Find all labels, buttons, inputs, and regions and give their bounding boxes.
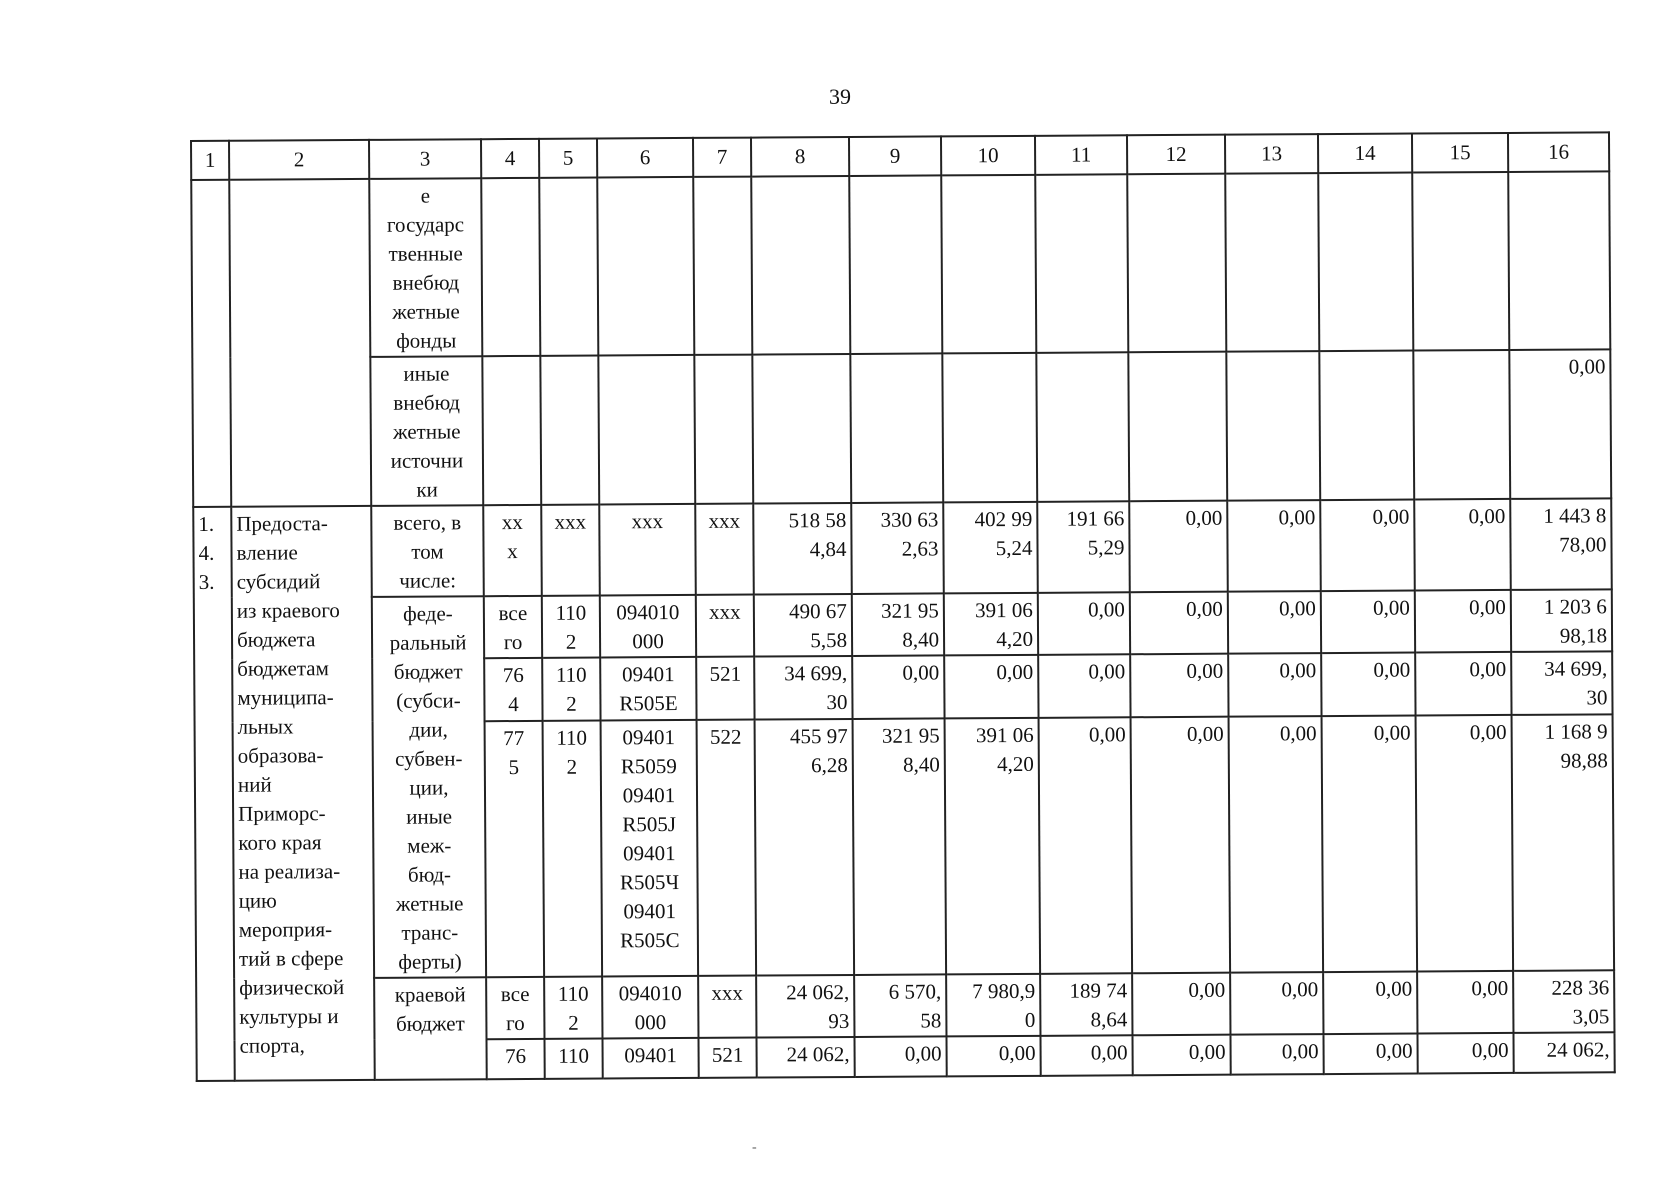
value-cell: 0,00 [944,655,1038,718]
code-cell: 110 2 [542,658,600,721]
source-label: феде- ральный бюджет (субси- дии, субвен- ции, иные меж- бюд- жетные транс- ферты) [372,596,486,978]
value-cell: 24 062, 93 [756,975,854,1038]
table-cell [229,179,371,507]
table-cell [1225,173,1319,352]
table-cell [693,177,752,355]
code-cell: ххх [696,595,754,658]
table-cell [1035,174,1128,353]
column-header: 14 [1318,134,1412,174]
value-cell: 321 95 8,40 [853,718,947,975]
code-cell: 09401 R5059 09401 R505J 09401 R505Ч 09401 R505C [601,720,699,977]
code-cell: ххх [599,504,696,596]
value-cell: 0,00 [1415,652,1511,715]
value-cell: 0,00 [1417,1033,1513,1074]
value-cell: 0,00 [946,1036,1040,1077]
table-cell [191,180,231,507]
value-cell: 0,00 [1417,971,1513,1034]
value-cell: 0,00 [1323,1034,1417,1075]
table-cell [598,355,695,505]
value-cell: 0,00 [1132,973,1230,1036]
column-header: 4 [481,139,539,178]
value-cell: 321 95 8,40 [852,593,944,656]
code-cell: 094010 000 [602,976,698,1039]
column-header: 11 [1035,135,1127,175]
code-cell: 110 2 [543,720,603,976]
code-cell: 521 [696,657,754,720]
table-row [193,498,1612,598]
column-header: 3 [369,139,481,179]
value-cell: 24 062, [756,1037,854,1078]
source-label: иные внебюд жетные источни ки [370,356,483,506]
table-cell [1128,352,1227,502]
code-cell: 76 [486,1039,544,1079]
value-cell: 228 36 3,05 [1513,970,1614,1033]
table-cell [482,356,541,505]
value-cell: 0,00 [1131,717,1231,974]
table-cell [1413,350,1510,500]
value-cell: 391 06 4,20 [945,718,1041,975]
column-header: 16 [1508,132,1609,172]
table-cell [481,178,540,356]
column-header: 13 [1225,134,1318,174]
value-cell: 0,00 [1129,501,1228,593]
table-row [196,970,1614,1041]
value-cell: 0,00 [1040,1035,1132,1076]
table-cell [1508,171,1610,350]
value-cell: 0,00 [1132,1035,1230,1076]
column-header: 2 [229,140,369,180]
value-cell: 189 74 8,64 [1040,973,1132,1036]
value-cell: 0,00 [1038,655,1130,718]
table-row [191,171,1610,358]
code-cell: все го [484,596,542,659]
value-cell: 0,00 [1321,653,1415,716]
value-cell: 0,00 [1228,591,1321,654]
column-header: 8 [751,137,849,177]
code-cell: 094010 000 [600,595,696,658]
code-cell: 09401 [602,1038,698,1079]
value-cell: 0,00 [1130,592,1228,655]
column-header: 12 [1127,135,1225,175]
value-cell: 34 699, 30 [754,656,852,719]
code-cell: ххх [698,976,756,1038]
code-cell: 521 [698,1038,756,1078]
code-cell: 522 [697,720,757,976]
value-cell: 1 168 9 98,88 [1512,714,1615,971]
value-cell: 0,00 [1230,972,1323,1035]
value-cell: 0,00 [1038,592,1130,655]
table-row [194,589,1612,660]
source-label: е государс твенные внебюд жетные фонды [369,178,482,357]
table-cell [539,178,598,356]
value-cell: 0,00 [1509,349,1611,499]
table-cell [942,353,1037,503]
column-header: 1 [191,141,229,180]
table-row [192,349,1611,507]
footer-mark: - [752,1140,757,1155]
value-cell: 0,00 [854,1036,946,1077]
value-cell: 24 062, [1513,1032,1614,1073]
code-cell: ххх [541,505,600,596]
value-cell: 7 980,9 0 [946,974,1040,1037]
table-cell [1318,173,1413,352]
source-label: краевой бюджет [374,977,487,1080]
value-cell: 0,00 [1414,499,1511,591]
value-cell: 6 570, 58 [854,974,946,1037]
value-cell: 0,00 [1323,972,1417,1035]
value-cell: 0,00 [1227,500,1321,592]
source-label: всего, в том числе: [371,505,484,597]
column-header: 5 [539,139,597,178]
value-cell: 490 67 5,58 [754,594,852,657]
budget-table [190,131,1616,1082]
value-cell: 391 06 4,20 [944,593,1038,656]
item-number: 1. 4. 3. [193,507,235,1081]
table-cell [1319,351,1414,501]
table-cell [751,176,850,355]
value-cell: 0,00 [852,656,944,719]
value-cell: 455 97 6,28 [755,719,855,976]
code-cell: все го [486,977,544,1039]
code-cell: 09401 R505E [600,657,696,720]
table-cell [850,353,943,503]
value-cell: 518 58 4,84 [753,503,852,595]
value-cell: 0,00 [1321,591,1415,654]
table-cell [540,356,599,505]
table-cell [941,175,1036,354]
table-cell [597,177,694,356]
code-cell: хх х [483,505,542,596]
code-cell: 76 4 [484,658,542,721]
table-cell [1412,172,1509,351]
column-header: 15 [1412,133,1508,173]
table-cell [752,354,851,504]
value-cell: 34 699, 30 [1511,652,1612,715]
value-cell: 0,00 [1416,715,1514,972]
table-cell [1127,174,1226,353]
code-cell: 110 [544,1038,602,1078]
value-cell: 0,00 [1322,715,1418,972]
column-header: 7 [693,138,751,177]
code-cell: 77 5 [485,721,545,977]
value-cell: 1 443 8 78,00 [1510,498,1612,590]
value-cell: 1 203 6 98,18 [1511,589,1612,652]
table-cell [849,175,942,354]
column-header: 9 [849,136,941,176]
code-cell: ххх [695,504,754,595]
value-cell: 402 99 5,24 [943,502,1038,594]
value-cell: 0,00 [1229,716,1324,973]
value-cell: 191 66 5,29 [1037,501,1130,593]
column-header: 10 [941,136,1035,176]
value-cell: 0,00 [1130,654,1228,717]
column-header: 6 [597,138,693,178]
value-cell: 0,00 [1228,654,1321,717]
value-cell: 0,00 [1230,1034,1323,1075]
item-name: Предоста- вление субсидий из краевого бюджета бюджетам муниципа- льных образова- ний Приморс- кого края на реализа- цию мероприя- тий в сфере физической культуры и спорта, [231,506,375,1081]
table-cell [1226,351,1320,501]
code-cell: 110 2 [542,596,600,659]
table-cell [1036,352,1129,502]
value-cell: 0,00 [1039,717,1133,974]
code-cell: 110 2 [544,976,602,1038]
value-cell: 330 63 2,63 [851,502,944,594]
table-cell [694,355,753,504]
value-cell: 0,00 [1320,500,1415,592]
value-cell: 0,00 [1415,590,1511,653]
page-number: 39 [829,84,851,109]
